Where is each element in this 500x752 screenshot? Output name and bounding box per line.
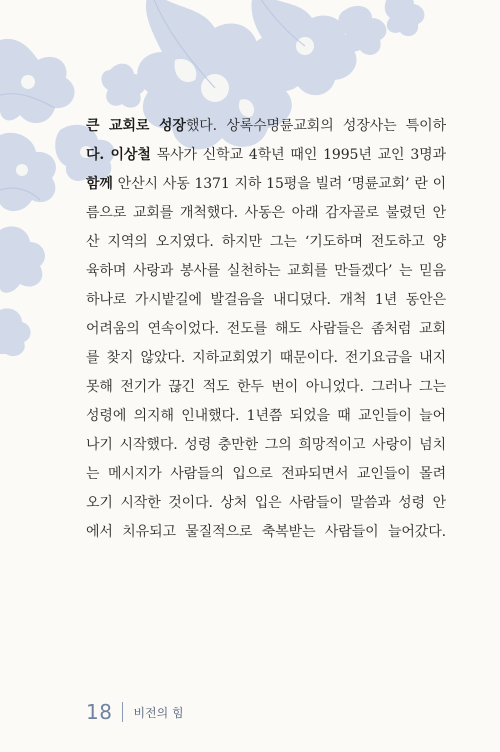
text-line — [86, 373, 446, 402]
text-line — [86, 286, 446, 315]
text-line — [86, 257, 446, 286]
text-segment: 오기 시작한 것이다. 상처 입은 사람들이 말씀과 성령 안 — [86, 495, 446, 511]
text-segment: 육하며 사랑과 봉사를 실천하는 교회를 만들겠다’ 는 믿음 — [86, 263, 446, 279]
text-line — [86, 431, 446, 460]
text-line — [86, 170, 446, 199]
text-line — [86, 402, 446, 431]
text-line — [86, 141, 446, 170]
text-segment: 에서 치유되고 물질적으로 축복받는 사람들이 늘어갔다. — [86, 524, 446, 540]
text-segment: 는 메시지가 사람들의 입으로 전파되면서 교인들이 몰려 — [86, 466, 446, 482]
text-segment: 못해 전기가 끊긴 적도 한두 번이 아니었다. 그러나 그는 — [86, 379, 446, 395]
text-line — [86, 344, 446, 373]
text-segment: 어려움의 연속이었다. 전도를 해도 사람들은 좀처럼 교회 — [86, 321, 446, 337]
text-segment: 를 찾지 않았다. 지하교회였기 때문이다. 전기요금을 내지 — [86, 350, 446, 366]
text-segment: 나기 시작했다. 성령 충만한 그의 희망적이고 사랑이 넘치 — [86, 437, 446, 453]
body-paragraph — [86, 112, 446, 547]
text-line — [86, 315, 446, 344]
text-segment: 산 지역의 오지였다. 하지만 그는 ‘기도하며 전도하고 양 — [86, 234, 446, 250]
text-segment: 하나로 가시밭길에 발걸음을 내디뎠다. 개척 1년 동안은 — [86, 292, 446, 308]
page-footer — [86, 700, 184, 724]
text-line — [86, 489, 446, 518]
book-title: 비전의 힘 — [133, 705, 184, 720]
text-segment: 했다. 상록수명륜교회의 성장사는 특이하 — [185, 118, 446, 134]
text-line — [86, 112, 446, 141]
text-line — [86, 199, 446, 228]
bold-text-segment: 다. 이상철 — [86, 147, 151, 163]
bold-text-segment: 큰 교회로 성장 — [86, 118, 186, 134]
text-line — [86, 518, 446, 547]
footer-divider — [122, 702, 123, 722]
text-line — [86, 228, 446, 257]
text-segment: 안산시 사동 1371 지하 15평을 빌려 ‘명륜교회’ 란 이 — [112, 176, 446, 192]
bold-text-segment: 함께 — [86, 176, 113, 192]
text-line — [86, 460, 446, 489]
text-segment: 성령에 의지해 인내했다. 1년쯤 되었을 때 교인들이 늘어 — [86, 408, 446, 424]
page-number: 18 — [86, 700, 113, 724]
text-segment: 름으로 교회를 개척했다. 사동은 아래 감자골로 불렸던 안 — [86, 205, 446, 221]
text-segment: 목사가 신학교 4학년 때인 1995년 교인 3명과 — [150, 147, 446, 163]
